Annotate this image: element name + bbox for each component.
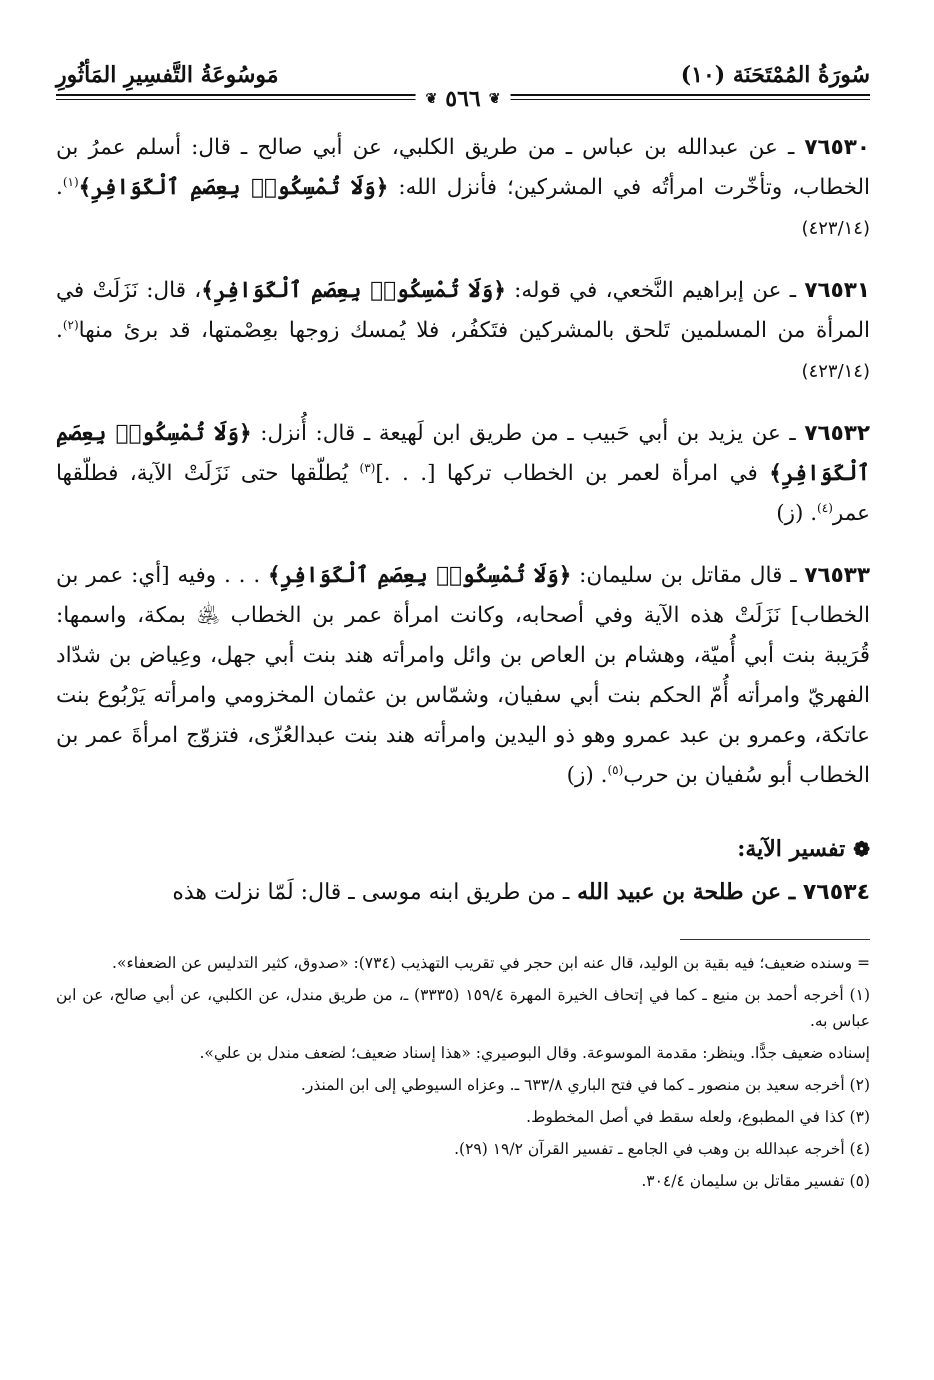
footnote: (١) أخرجه أحمد بن منيع ـ كما في إتحاف الخيرة المهرة ١٥٩/٤ (٣٣٣٥) ـ، من طريق مندل، عن الكلبي، عن أبي صالح، عن ابن عباس به. <box>56 986 870 1030</box>
quran-verse: ﴿وَلَا تُمْسِكُوا۟ بِعِصَمِ ٱلْكَوَافِرِ﴾ <box>268 563 572 588</box>
entry-text: يُطلّقها حتى نَزَلَتْ الآية، فطلّقها عمر <box>56 461 870 526</box>
surah-title: سُورَةُ المُمْتَحَنَة (١٠) <box>680 62 870 88</box>
footnote-marker: (٤) <box>817 500 833 515</box>
entry-text: . (ز) <box>776 501 818 526</box>
narration-entry <box>56 556 870 796</box>
section-title: تفسير الآية: <box>737 836 846 862</box>
section-heading <box>56 836 870 862</box>
volume-reference: (٤٢٣/١٤) <box>801 218 870 239</box>
quran-verse: ﴿وَلَا تُمْسِكُوا۟ بِعِصَمِ ٱلْكَوَافِرِ﴾ <box>78 175 389 200</box>
footnote: (٥) تفسير مقاتل بن سليمان ٣٠٤/٤. <box>641 1172 870 1190</box>
footnote: (٤) أخرجه عبدالله بن وهب في الجامع ـ تفسير القرآن ١٩/٢ (٢٩). <box>454 1140 870 1158</box>
quran-verse: ﴿وَلَا تُمْسِكُوا۟ بِعِصَمِ ٱلْكَوَافِرِ﴾ <box>201 278 506 303</box>
footnote-marker: (٥) <box>607 762 624 777</box>
entry-number: ٧٦٥٣٠ <box>804 135 870 160</box>
entry-text: ـ عن يزيد بن أبي حَبيب ـ من طريق ابن لَهيعة ـ قال: أُنزل: <box>260 421 796 446</box>
entry-text: ـ عن إبراهيم النَّخعي، في قوله: <box>514 278 797 303</box>
ornament-icon: ❦ <box>488 91 501 107</box>
flower-icon: ❁ <box>853 837 870 861</box>
footnote: (٣) كذا في المطبوع، ولعله سقط في أصل المخطوط. <box>526 1108 870 1126</box>
entry-number: ٧٦٥٣٣ <box>804 563 870 588</box>
footnote: (٢) أخرجه سعيد بن منصور ـ كما في فتح الباري ٦٣٣/٨ ـ. وعزاه السيوطي إلى ابن المنذر. <box>300 1076 870 1094</box>
narration-entry <box>56 128 870 249</box>
footnote-separator <box>680 939 870 940</box>
narration-entry <box>56 414 870 534</box>
volume-reference: (٤٢٣/١٤) <box>801 361 870 382</box>
quran-verse: ﴿وَلَا تُمْسِكُوا۟ بِعِصَمِ ٱلْكَوَافِرِ﴾ <box>56 421 870 486</box>
entry-text: ، قال: نَزَلَتْ في المرأة من المسلمين تَلحق بالمشركين فتَكفُر، فلا يُمسك زوجها بعِصْمتها، قد برئ منها <box>56 278 870 343</box>
ornament-icon: ❦ <box>425 91 438 107</box>
entry-number: ٧٦٥٣٤ <box>802 880 870 905</box>
footnote-marker: (٣) <box>359 460 376 475</box>
entry-text: في امرأة لعمر بن الخطاب تركها [. . .] <box>375 461 758 486</box>
page-header <box>56 58 870 128</box>
entry-number: ٧٦٥٣١ <box>804 278 870 303</box>
footnote: = وسنده ضعيف؛ فيه بقية بن الوليد، قال عنه ابن حجر في تقريب التهذيب (٧٣٤): «صدوق، كثير التدليس عن الضعفاء». <box>112 954 870 972</box>
entry-text: . <box>56 175 63 200</box>
footnote-marker: (١) <box>62 174 79 189</box>
book-title: مَوسُوعَةُ التَّفسِيرِ المَأثُورِ <box>56 62 279 88</box>
entry-text: . (ز) <box>566 763 608 788</box>
page <box>56 58 870 1200</box>
page-number-block <box>416 86 511 112</box>
entry-text: ـ من طريق ابنه موسى ـ قال: لَمّا نزلت هذه <box>172 880 570 905</box>
footnote: إسناده ضعيف جدًّا. وينظر: مقدمة الموسوعة. وقال البوصيري: «هذا إسناد ضعيف؛ لضعف مندل بن علي». <box>199 1044 870 1062</box>
entry-number: ٧٦٥٣٢ <box>804 421 871 446</box>
footnote-marker: (٢) <box>62 317 79 332</box>
narration-entry <box>56 872 870 913</box>
narration-entry <box>56 271 870 392</box>
entry-text-bold: ـ عن طلحة بن عبيد الله <box>577 879 796 905</box>
entry-text: ـ عن عبدالله بن عباس ـ من طريق الكلبي، عن أبي صالح ـ قال: أسلم عمرُ بن الخطاب، وتأخّرت امرأتُه في المشركين؛ فأنزل الله: <box>56 135 871 200</box>
entry-text: . <box>56 318 63 343</box>
entry-text: . . . وفيه [أي: عمر بن الخطاب] نَزَلَتْ هذه الآية وفي أصحابه، وكانت امرأة عمر بن الخطاب ﵁ بمكة، واسمها: قُرَيبة بنت أبي أُميّة، وهشام بن العاص بن وائل وامرأته هند بنت أبي جهل، وعِياض بن شدّاد الفهريّ وامرأته أُمّ الحكم بنت أبي سفيان، وشمّاس بن عثمان المخزومي وامرأته يَرْبُوع بنت عاتكة، وعمرو بن عبد عمرو وهو ذو اليدين وامرأته هند بنت عبدالعُزّى، فتزوّج امرأةَ عمر بن الخطاب أبو سُفيان بن حرب <box>56 563 870 788</box>
footnotes <box>56 950 870 1194</box>
page-number: ٥٦٦ <box>445 86 481 112</box>
entry-text: ـ قال مقاتل بن سليمان: <box>579 563 797 588</box>
